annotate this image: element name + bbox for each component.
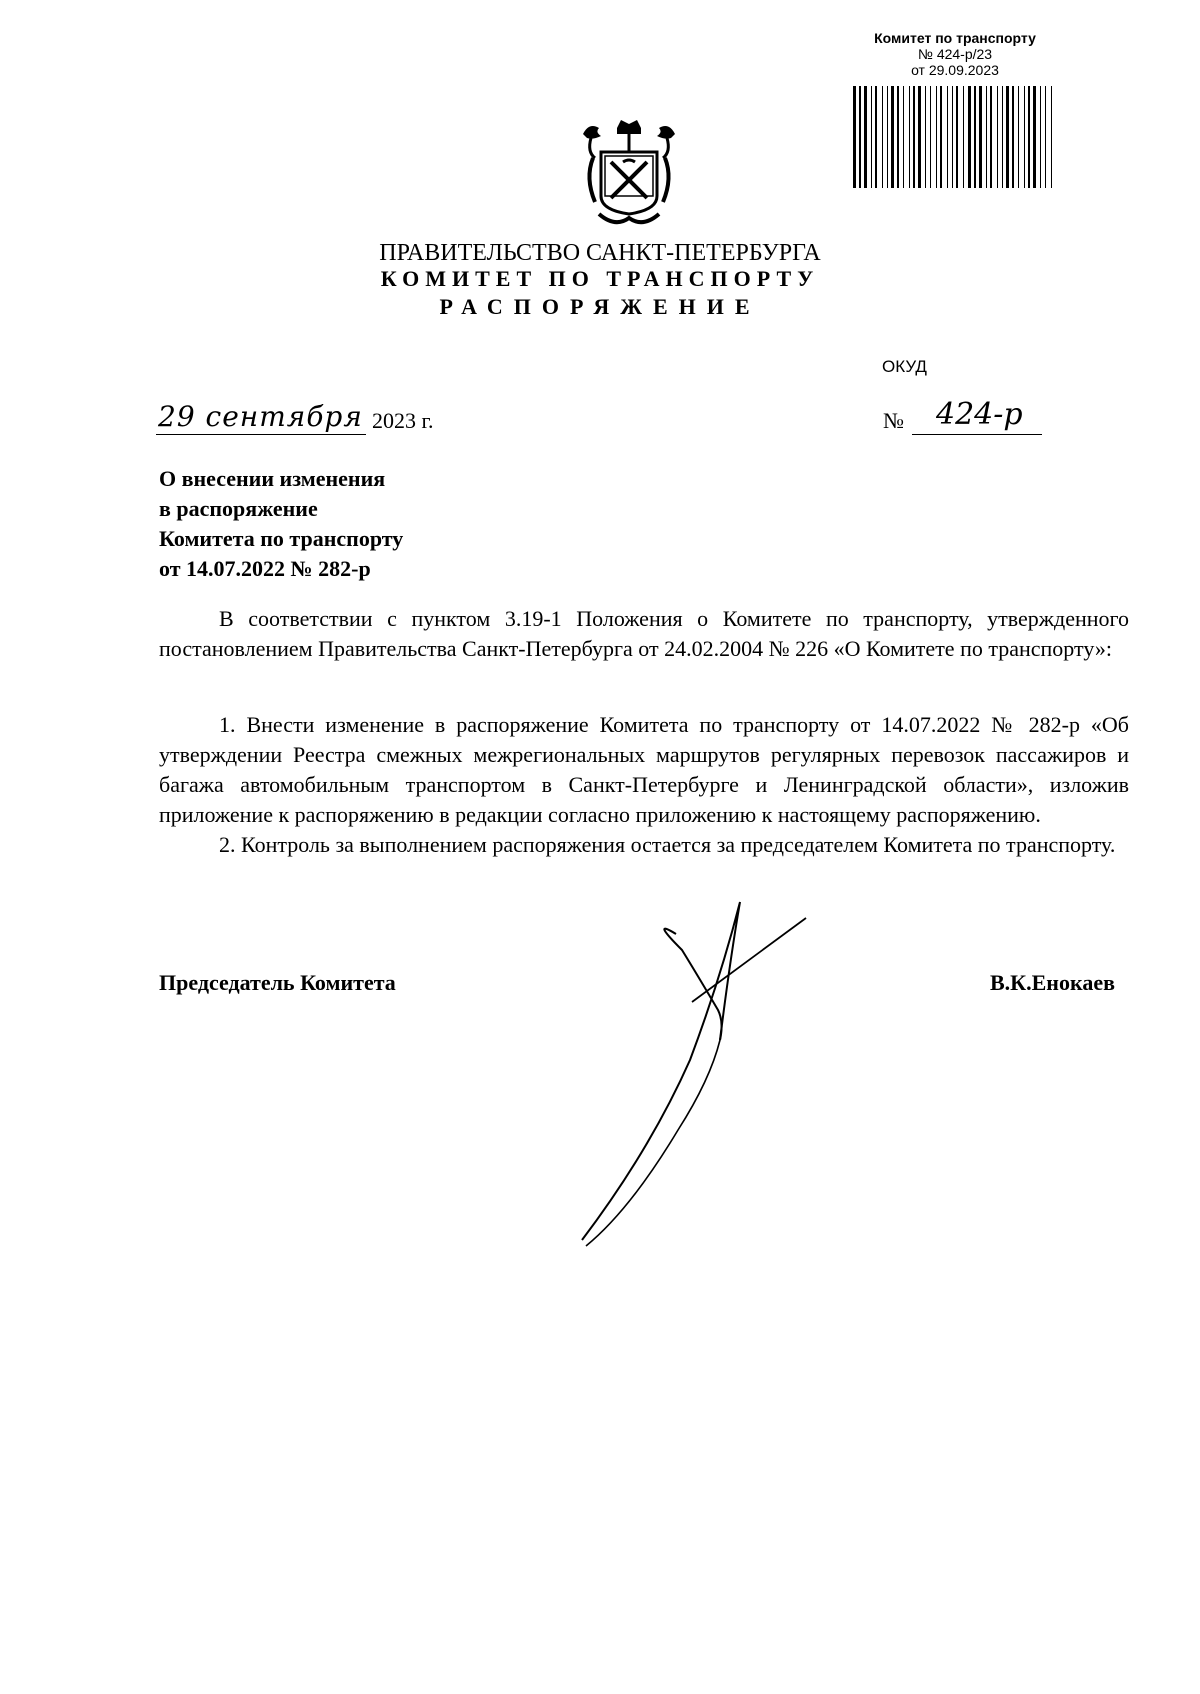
subject-line: Комитета по транспорту [159,526,404,551]
barcode-bar [1006,86,1009,188]
signer-name: В.К.Енокаев [990,970,1115,995]
barcode-bar [936,86,937,188]
barcode-bar [918,86,921,188]
barcode-bar [1040,86,1041,188]
order-items [159,710,1129,860]
handwritten-number [912,386,1042,452]
stamp-org: Комитет по транспорту [874,30,1036,46]
barcode-bar [1012,86,1014,188]
barcode-bar [853,86,856,188]
barcode-bar [891,86,894,188]
barcode-bar [940,86,942,188]
barcode-bar [897,86,899,188]
barcode-bar [952,86,953,188]
stamp-number: № 424-р/23 [917,46,993,62]
okud-label: ОКУД [882,357,927,376]
subject-line: в распоряжение [159,496,318,521]
svg-text:424-р: 424-р [936,397,1023,432]
barcode-bar [871,86,872,188]
number-sign: № [883,408,904,433]
number-underline [912,434,1042,435]
barcode-bar [1002,86,1003,188]
barcode-bar [864,86,867,188]
barcode-bar [947,86,948,188]
order-item-1: 1. Внести изменение в распоряжение Комитета по транспорту от 14.07.2022 № 282-р «Об утверждении Реестра смежных межрегиональных маршрутов регулярных перевозок пассажиров и багажа автомобильным транспортом в Санкт-Петербурге и Ленинградской области», изложив приложение к распоряжению в редакции согласно приложению к настоящему распоряжению. [159,712,1129,827]
date-underline [156,434,366,435]
barcode-bar [913,86,915,188]
barcode-bar [997,86,998,188]
barcode-bar [974,86,976,188]
stamp-date: от 29.09.2023 [911,62,999,78]
barcode-bar [986,86,987,188]
barcode-bar [1033,86,1036,188]
preamble [159,604,1129,664]
barcode-bar [925,86,926,188]
barcode-bar [887,86,888,188]
barcode-bar [990,86,992,188]
signer-title: Председатель Комитета [159,970,396,995]
subject-line: от 14.07.2022 № 282-р [159,556,371,581]
barcode-bar [963,86,964,188]
barcode-bar [1045,86,1046,188]
registration-stamp [850,30,1060,78]
barcode-bar [909,86,910,188]
barcode-bar [1024,86,1025,188]
barcode-bar [903,86,904,188]
barcode-bar [956,86,958,188]
date-year: 2023 г. [372,408,434,433]
barcode-bar [1018,86,1019,188]
barcode-bar [1051,86,1052,188]
barcode-bar [1028,86,1030,188]
barcode-bar [859,86,861,188]
government-title: ПРАВИТЕЛЬСТВО САНКТ-ПЕТЕРБУРГА [379,240,821,266]
barcode [853,86,1055,188]
handwritten-date [156,392,368,436]
handwritten-signature [570,890,860,1250]
committee-title: КОМИТЕТ ПО ТРАНСПОРТУ [380,266,820,291]
barcode-bar [979,86,982,188]
barcode-bar [930,86,931,188]
document-type: РАСПОРЯЖЕНИЕ [439,294,761,319]
order-item-2: 2. Контроль за выполнением распоряжения остается за председателем Комитета по транспорту. [219,832,1116,857]
saint-petersburg-coat-of-arms-icon [577,118,681,230]
barcode-bar [968,86,971,188]
barcode-bar [882,86,883,188]
subject-line: О внесении изменения [159,466,386,491]
preamble-paragraph: В соответствии с пунктом 3.19-1 Положения о Комитете по транспорту, утвержденного постановлением Правительства Санкт-Петербурга от 24.02.2004 № 226 «О Комитете по транспорту»: [159,606,1129,661]
svg-text:29 сентября: 29 сентября [158,400,363,433]
barcode-bar [875,86,877,188]
document-subject [159,464,403,584]
